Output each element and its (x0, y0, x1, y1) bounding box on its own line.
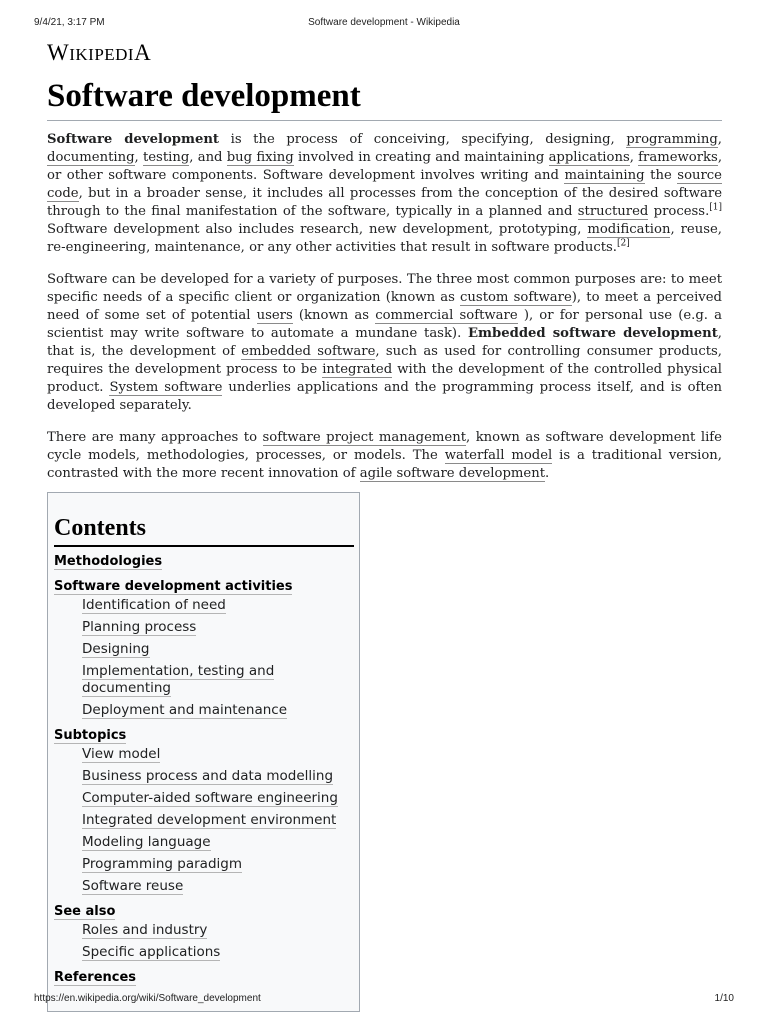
intro-paragraph-1: Software development is the process of conceiving, specifying, designing, programming, documenting, testing, and bug fixing involved in creating and maintaining applications, frameworks, or other software components. Software development involves writing and maintaining the source code, but in a broader sense, it includes all processes from the conception of the desired software through to the final manifestation of the software, typically in a planned and structured process.[1] Software development also includes research, new development, prototyping, modification, reuse, re-engineering, maintenance, or any other activities that result in software products.[2] (47, 132, 723, 255)
intro-paragraph-3: There are many approaches to software project management, known as software development life cycle models, methodologies, processes, or models. The waterfall model is a traditional version, contrasted with the more recent innovation of agile software development. (47, 430, 722, 481)
link-modification[interactable]: modification (587, 222, 671, 237)
article-content (47, 38, 722, 497)
link-custom-software[interactable]: custom software (460, 290, 572, 305)
link-integrated[interactable]: integrated (322, 362, 393, 377)
toc-section-methodologies[interactable]: Methodologies (54, 554, 163, 569)
toc-item[interactable]: Roles and industry (82, 922, 208, 938)
toc-item[interactable]: Modeling language (82, 834, 211, 850)
table-of-contents (47, 492, 360, 1012)
link-agile-software-development[interactable]: agile software development (359, 466, 545, 481)
link-waterfall-model[interactable]: waterfall model (444, 448, 553, 463)
toc-item[interactable]: Programming paradigm (82, 856, 242, 872)
print-page-number: 1/10 (714, 993, 734, 1004)
link-users[interactable]: users (256, 308, 293, 323)
intro-paragraph-2: Software can be developed for a variety of purposes. The three most common purposes are: to meet specific needs of a specific client or organization (known as custom software), to meet a perceived need of some set of potential users (known as commercial software ), or for personal use (e.g. a scientist may write software to automate a mundane task). Embedded software development, that is, the development of embedded software, such as used for controlling consumer products, requires the development process to be integrated with the development of the controlled physical product. System software underlies applications and the programming process itself, and is often developed separately. (47, 272, 722, 413)
link-embedded-software[interactable]: embedded software (241, 344, 376, 359)
print-page-title: Software development - Wikipedia (308, 17, 460, 28)
link-programming[interactable]: programming (626, 132, 718, 147)
toc-item[interactable]: Computer-aided software engineering (82, 790, 338, 806)
article-title: Software development (47, 74, 722, 121)
toc-item[interactable]: Identification of need (82, 597, 226, 613)
print-url: https://en.wikipedia.org/wiki/Software_development (34, 993, 261, 1004)
link-testing[interactable]: testing (142, 150, 190, 165)
link-source-code[interactable]: source code (47, 168, 722, 201)
toc-section-subtopics[interactable]: Subtopics (54, 728, 127, 743)
toc-item[interactable]: Integrated development environment (82, 812, 337, 828)
reference-2[interactable]: [2] (616, 238, 630, 249)
link-applications[interactable]: applications (548, 150, 630, 165)
toc-section-see-also[interactable]: See also (54, 904, 116, 919)
toc-item[interactable]: Software reuse (82, 878, 184, 894)
link-software-project-management[interactable]: software project management (262, 430, 466, 445)
link-bug-fixing[interactable]: bug fixing (226, 150, 294, 165)
toc-item[interactable]: Specific applications (82, 944, 221, 960)
toc-item[interactable]: View model (82, 746, 161, 762)
print-datetime: 9/4/21, 3:17 PM (34, 17, 105, 28)
toc-item[interactable]: Planning process (82, 619, 197, 635)
link-frameworks[interactable]: frameworks (638, 150, 718, 165)
link-maintaining[interactable]: maintaining (564, 168, 645, 183)
print-footer (34, 993, 734, 1007)
link-commercial-software[interactable]: commercial software (375, 308, 518, 323)
toc-title: Contents (54, 513, 354, 547)
toc-section-activities[interactable]: Software development activities (54, 579, 293, 594)
toc-item[interactable]: Designing (82, 641, 150, 657)
toc-section-references[interactable]: References (54, 970, 137, 985)
wikipedia-wordmark-logo[interactable]: WIKIPEDIA (47, 40, 152, 65)
link-documenting[interactable]: documenting (47, 150, 135, 165)
toc-item[interactable]: Business process and data modelling (82, 768, 334, 784)
toc-item[interactable]: Implementation, testing and documenting (82, 663, 275, 696)
print-header (34, 17, 734, 31)
link-structured[interactable]: structured (577, 204, 649, 219)
reference-1[interactable]: [1] (709, 202, 723, 213)
link-system-software[interactable]: System software (109, 380, 223, 395)
toc-item[interactable]: Deployment and maintenance (82, 702, 287, 718)
